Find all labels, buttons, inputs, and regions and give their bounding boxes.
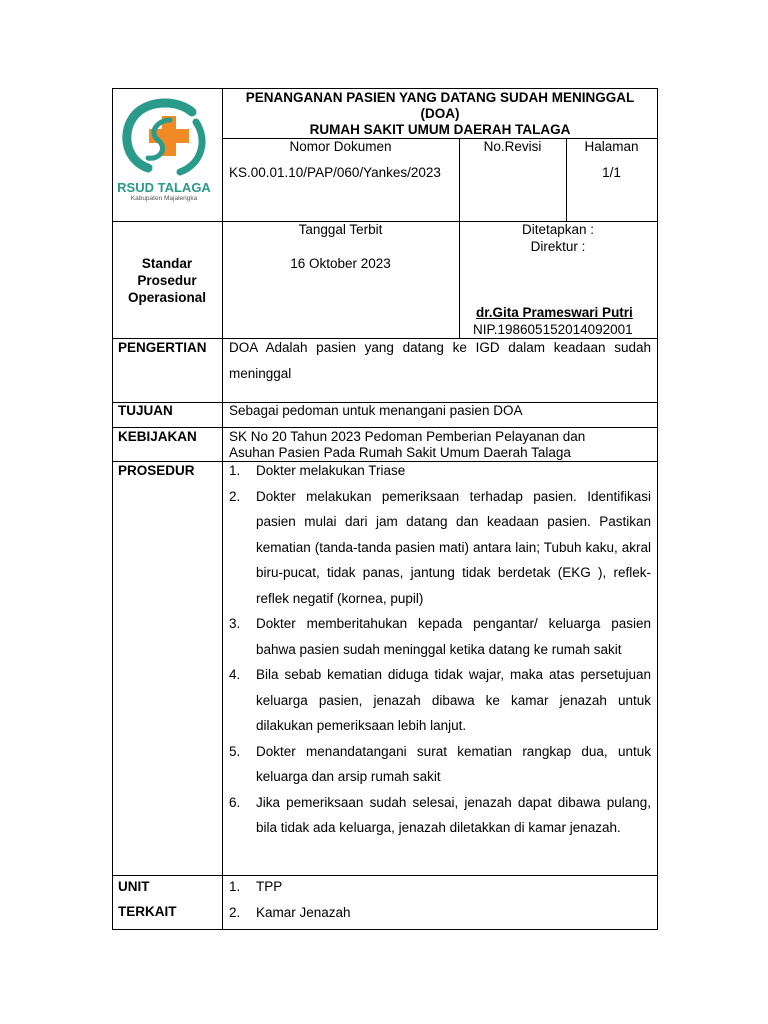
unit-item-number: 2. bbox=[229, 904, 241, 920]
label-column-divider bbox=[222, 88, 223, 930]
unit-item bbox=[229, 874, 651, 900]
table-border-right bbox=[657, 88, 658, 930]
unit-label-line1: UNIT bbox=[118, 879, 150, 894]
director-name: dr.Gita Prameswari Putri bbox=[476, 305, 633, 320]
table-border-left bbox=[112, 88, 113, 930]
sop-label-line3: Operasional bbox=[127, 290, 207, 305]
unit-label-line2: TERKAIT bbox=[118, 904, 177, 919]
prosedur-step-text: Dokter melakukan pemeriksaan terhadap pasien. Identifikasi pasien mulai dari jam datang dan keadaan pasien. Pastikan kematian (tanda-tanda pasien mati) antara lain; Tubuh kaku, akral biru-pucat, tidak panas, jantung tidak berdetak (EKG ), reflek-reflek negatif (kornea, pupil) bbox=[256, 488, 651, 606]
row-divider-tujuan bbox=[112, 427, 658, 428]
tujuan-label: TUJUAN bbox=[118, 403, 173, 418]
revision-label: No.Revisi bbox=[483, 139, 542, 154]
prosedur-step-text: Bila sebab kematian diduga tidak wajar, maka atas persetujuan keluarga pasien, jenazah dibawa ke kamar jenazah untuk dilakukan pemeriksaan lebih lanjut. bbox=[256, 667, 651, 733]
pengertian-label: PENGERTIAN bbox=[118, 340, 207, 355]
prosedur-step-number: 1. bbox=[229, 463, 241, 478]
prosedur-step bbox=[229, 662, 651, 739]
issue-date-value: 16 Oktober 2023 bbox=[290, 256, 391, 271]
prosedur-step-number: 2. bbox=[229, 488, 241, 504]
sop-label-line1: Standar bbox=[141, 256, 193, 271]
prosedur-step bbox=[229, 484, 651, 612]
kebijakan-text-line2: Asuhan Pasien Pada Rumah Sakit Umum Daerah Talaga bbox=[229, 445, 571, 460]
unit-item-number: 1. bbox=[229, 879, 241, 894]
doc-number-label: Nomor Dokumen bbox=[289, 139, 392, 154]
unit-item-text: Kamar Jenazah bbox=[256, 904, 351, 920]
kebijakan-text-line1: SK No 20 Tahun 2023 Pedoman Pemberian Pelayanan dan bbox=[229, 429, 586, 444]
prosedur-list bbox=[229, 458, 651, 841]
logo-subtitle: Kabupaten Majalengka bbox=[130, 195, 198, 202]
unit-item bbox=[229, 900, 651, 926]
unit-list bbox=[229, 874, 651, 925]
director-nip: NIP.198605152014092001 bbox=[473, 322, 633, 337]
hospital-emblem-icon bbox=[118, 98, 214, 180]
prosedur-step-number: 4. bbox=[229, 667, 241, 682]
page-value: 1/1 bbox=[602, 165, 621, 180]
tujuan-text: Sebagai pedoman untuk menangani pasien DOA bbox=[229, 403, 523, 418]
prosedur-step-number: 5. bbox=[229, 743, 241, 759]
document-title-line1: PENANGANAN PASIEN YANG DATANG SUDAH MENINGGAL bbox=[245, 90, 635, 105]
prosedur-step-number: 3. bbox=[229, 616, 241, 631]
prosedur-step bbox=[229, 790, 651, 841]
pengertian-text: DOA Adalah pasien yang datang ke IGD dalam keadaan sudah meninggal bbox=[229, 340, 651, 381]
page-label: Halaman bbox=[584, 139, 639, 154]
prosedur-step bbox=[229, 611, 651, 662]
logo-name: RSUD TALAGA bbox=[117, 180, 211, 195]
prosedur-step bbox=[229, 739, 651, 790]
prosedur-step bbox=[229, 458, 651, 484]
prosedur-step-text: Dokter memberitahukan kepada pengantar/ keluarga pasien bahwa pasien sudah meninggal ketika datang ke rumah sakit bbox=[256, 616, 651, 657]
prosedur-step-text: Dokter menandatangani surat kematian rangkap dua, untuk keluarga dan arsip rumah sakit bbox=[256, 743, 651, 784]
table-border-bottom bbox=[112, 929, 658, 930]
sop-label-line2: Prosedur bbox=[137, 273, 197, 288]
doc-number-value: KS.00.01.10/PAP/060/Yankes/2023 bbox=[229, 165, 441, 180]
prosedur-step-text: Jika pemeriksaan sudah selesai, jenazah dapat dibawa pulang, bila tidak ada keluarga, jenazah diletakkan di kamar jenazah. bbox=[256, 794, 651, 835]
prosedur-step-text: Dokter melakukan Triase bbox=[256, 463, 406, 478]
document-title-line3: RUMAH SAKIT UMUM DAERAH TALAGA bbox=[309, 122, 571, 137]
table-border-top bbox=[112, 88, 658, 89]
director-label: Direktur : bbox=[530, 239, 586, 254]
prosedur-step-number: 6. bbox=[229, 794, 241, 810]
prosedur-label: PROSEDUR bbox=[118, 463, 195, 478]
kebijakan-label: KEBIJAKAN bbox=[118, 429, 197, 444]
document-title-line2: (DOA) bbox=[420, 106, 460, 121]
approved-label: Ditetapkan : bbox=[521, 222, 595, 237]
unit-item-text: TPP bbox=[256, 879, 283, 894]
issue-date-label: Tanggal Terbit bbox=[298, 222, 383, 237]
